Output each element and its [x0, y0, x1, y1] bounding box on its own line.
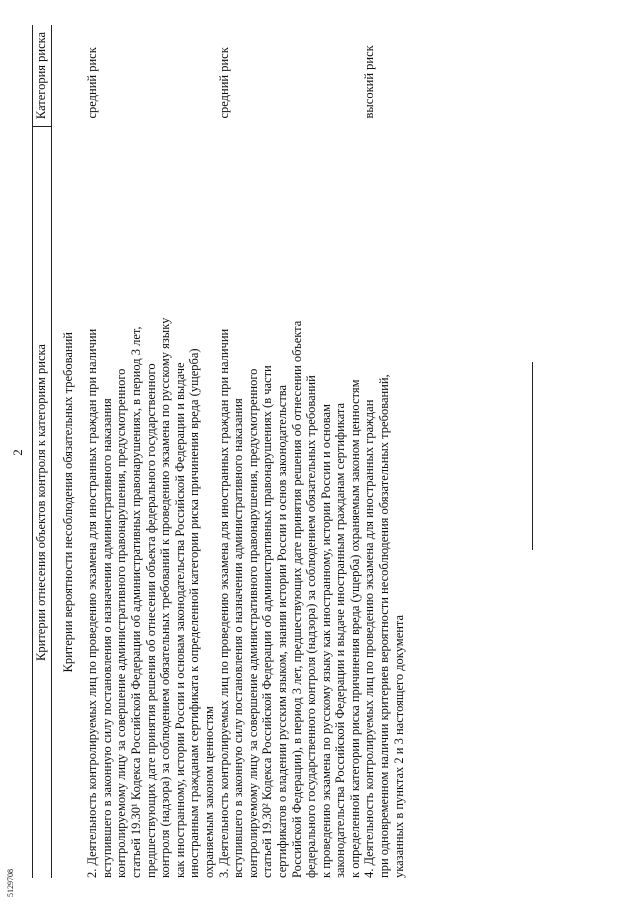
- header-category: Категория риска: [33, 25, 52, 127]
- criterion-text: [85, 127, 216, 879]
- subheader-row: [51, 25, 85, 878]
- text-line: контроля (надзора) за соблюдением обязательных требований к проведению экзамена по русскому языку: [158, 317, 173, 878]
- criterion-text: [217, 127, 363, 879]
- risk-category: средний риск: [85, 47, 100, 119]
- text-line: вступившего в законную силу постановления о назначении административного наказания: [231, 398, 246, 878]
- text-line: предшествующих дате принятия решения об отнесении объекта федерального государственного: [143, 363, 158, 878]
- text-line: вступившего в законную силу постановления о назначении административного наказания: [99, 398, 114, 878]
- table-row: [362, 25, 406, 878]
- text-line: контролируемому лицу за совершение административного правонарушения, предусмотренного: [245, 368, 260, 878]
- text-line: указанных в пунктах 2 и 3 настоящего документа: [391, 614, 406, 878]
- text-line: охраняемым законом ценностям: [201, 706, 216, 878]
- text-line: как иностранному, истории России и основам законодательства Российской Федерации и выдаче: [172, 362, 187, 878]
- text-line: к проведению экзамена по русскому языку как иностранному, истории России и основам: [318, 404, 333, 878]
- text-line: при одновременном наличии критериев вероятности несоблюдения обязательных требований,: [377, 374, 392, 878]
- document-number: 5129708: [6, 869, 15, 897]
- risk-category: средний риск: [216, 47, 231, 119]
- text-line: 3. Деятельность контролируемых лиц по проведению экзамена для иностранных граждан при наличии: [216, 328, 231, 878]
- text-line: контролируемому лицу за совершение административного правонарушения, предусмотренного: [114, 368, 129, 878]
- table-header-row: [33, 25, 52, 878]
- separator-line: [532, 362, 533, 550]
- text-line: 4. Деятельность контролируемых лиц по проведению экзамена для иностранных граждан: [362, 399, 377, 878]
- text-line: статьей 19.30¹ Кодекса Российской Федерации об административных правонарушениях, в период 3 лет,: [128, 326, 143, 878]
- text-line: законодательства Российской Федерации и выдаче иностранным гражданам сертификата: [333, 402, 348, 878]
- criterion-text: [362, 127, 406, 879]
- subheader: Критерии вероятности несоблюдения обязательных требований: [60, 332, 75, 673]
- text-line: к определенной категории риска причинения вреда (ущерба) охраняемым законом ценностям: [347, 379, 362, 878]
- risk-category: высокий риск: [362, 45, 377, 119]
- text-line: федерального государственного контроля (надзора) за соблюдением обязательных требований: [304, 375, 319, 878]
- criteria-table: [32, 25, 406, 878]
- text-line: 2. Деятельность контролируемых лиц по проведению экзамена для иностранных граждан при наличии: [85, 328, 100, 878]
- text-line: иностранным гражданам сертификата к определенной категории риска причинения вреда (ущерба): [187, 348, 202, 878]
- page-number: 2: [10, 449, 25, 456]
- text-line: сертификатов о владении русским языком, знании истории России и основ законодательства: [274, 384, 289, 878]
- text-line: Российской Федерации), в период 3 лет, предшествующих дате принятия решения об отнесении объекта: [289, 320, 304, 878]
- table-row: [217, 25, 363, 878]
- header-criteria: Критерии отнесения объектов контроля к категориям риска: [33, 127, 52, 879]
- text-line: статьей 19.30² Кодекса Российской Федерации об административных правонарушениях (в части: [260, 365, 275, 878]
- table-row: [85, 25, 216, 878]
